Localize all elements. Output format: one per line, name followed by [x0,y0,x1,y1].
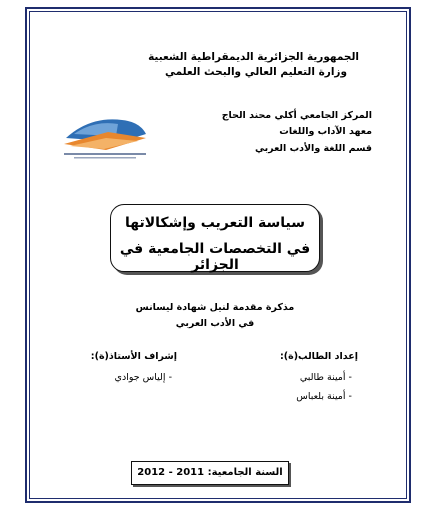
thesis-title-line-2: في التخصصات الجامعية في الجزائر [119,241,311,273]
student-name: - أمينة بلعباس [296,391,352,402]
students-heading: إعداد الطالب(ة): [279,351,358,362]
academic-year-box: السنة الجامعية: 2011 - 2012 [131,461,289,485]
thesis-title-box [110,204,320,272]
student-name: - أمينة طالبي [299,372,352,383]
thesis-title-line-1: سياسة التعريب وإشكالاتها [124,215,306,231]
supervisor-name: - إلياس جوادي [114,372,172,383]
memo-description-line-1: مذكرة مقدمة لنيل شهادة ليسانس [135,302,295,313]
ministry-heading: وزارة التعليم العالي والبحث العلمي [164,66,347,78]
university-logo [60,108,152,160]
department-name: قسم اللغة والأدب العربي [254,143,372,154]
university-center-name: المركز الجامعي أكلي محند الحاج [221,110,372,121]
institute-name: معهد الآداب واللغات [279,126,372,137]
republic-heading: الجمهورية الجزائرية الديمقراطية الشعبية [148,51,359,63]
memo-description-line-2: في الأدب العربي [175,318,255,329]
supervisor-heading: إشراف الأستاذ(ة): [90,351,177,362]
